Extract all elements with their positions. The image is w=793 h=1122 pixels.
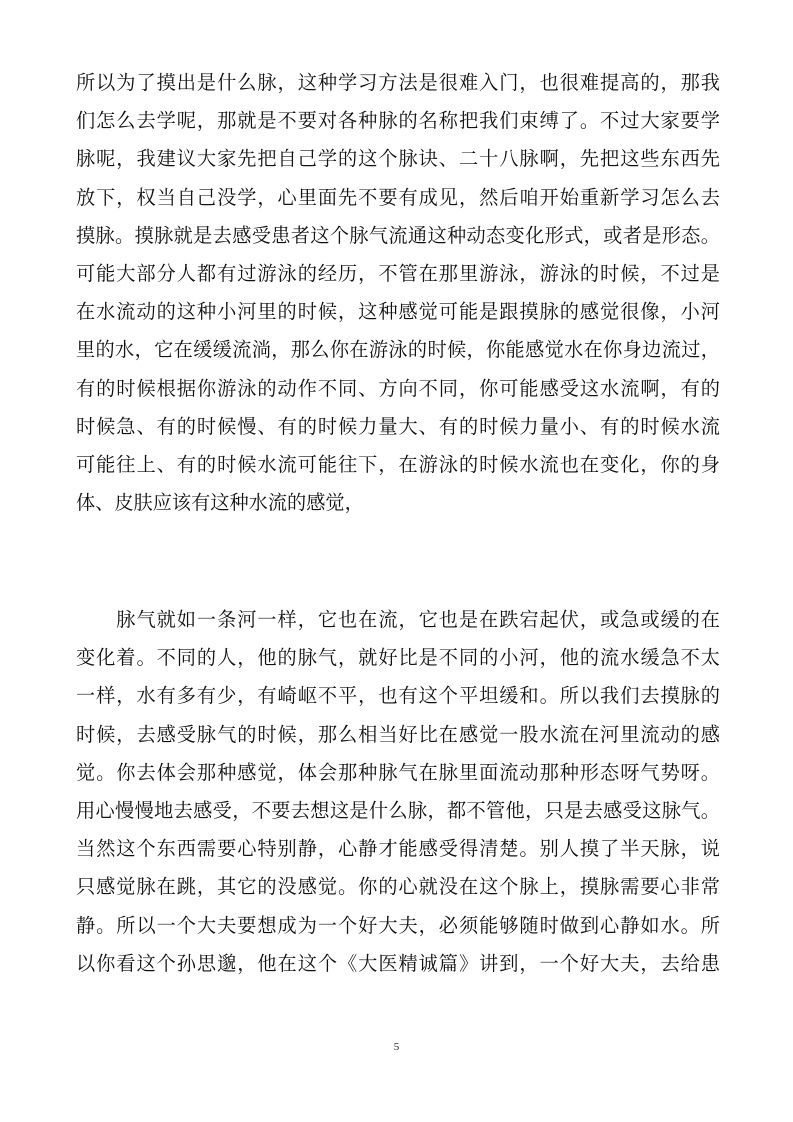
paragraph-2 (76, 601, 720, 983)
text-line: 摸脉。摸脉就是去感受患者这个脉气流通这种动态变化形式，或者是形态。 (76, 223, 720, 247)
text-line: 以你看这个孙思邈，他在这个《大医精诚篇》讲到，一个好大夫，去给患 (76, 951, 720, 975)
text-line: 里的水，它在缓缓流淌，那么你在游泳的时候，你能感觉水在你身边流过， (76, 338, 720, 362)
text-line: 脉气就如一条河一样，它也在流，它也是在跌宕起伏，或急或缓的在 (76, 608, 720, 631)
text-line: 可能大部分人都有过游泳的经历，不管在那里游泳，游泳的时候，不过是 (76, 261, 720, 285)
text-line: 时候急、有的时候慢、有的时候力量大、有的时候力量小、有的时候水流 (76, 414, 720, 438)
text-line: 在水流动的这种小河里的时候，这种感觉可能是跟摸脉的感觉很像，小河 (76, 300, 720, 324)
text-line: 只感觉脉在跳，其它的没感觉。你的心就没在这个脉上，摸脉需要心非常 (76, 875, 720, 899)
text-line: 觉。你去体会那种感觉，体会那种脉气在脉里面流动那种形态呀气势呀。 (76, 760, 720, 784)
text-line: 们怎么去学呢，那就是不要对各种脉的名称把我们束缚了。不过大家要学 (76, 109, 720, 133)
text-line: 可能往上、有的时候水流可能往下，在游泳的时候水流也在变化，你的身 (76, 452, 720, 476)
page-number: 5 (393, 1041, 400, 1053)
text-line: 变化着。不同的人，他的脉气，就好比是不同的小河，他的流水缓急不太 (76, 646, 720, 670)
text-line: 体、皮肤应该有这种水流的感觉， (76, 491, 364, 515)
text-line: 一样，水有多有少，有崎岖不平，也有这个平坦缓和。所以我们去摸脉的 (76, 684, 720, 708)
paragraph-1 (76, 64, 720, 522)
text-line: 时候，去感受脉气的时候，那么相当好比在感觉一股水流在河里流动的感 (76, 722, 720, 746)
text-line: 放下，权当自己没学，心里面先不要有成见，然后咱开始重新学习怎么去 (76, 185, 720, 209)
text-line: 脉呢，我建议大家先把自己学的这个脉诀、二十八脉啊，先把这些东西先 (76, 147, 720, 171)
text-line: 有的时候根据你游泳的动作不同、方向不同，你可能感受这水流啊，有的 (76, 376, 720, 400)
text-line: 当然这个东西需要心特别静，心静才能感受得清楚。别人摸了半天脉，说 (76, 837, 720, 861)
text-line: 静。所以一个大夫要想成为一个好大夫，必须能够随时做到心静如水。所 (76, 913, 720, 937)
text-line: 用心慢慢地去感受，不要去想这是什么脉，都不管他，只是去感受这脉气。 (76, 798, 720, 822)
text-line: 所以为了摸出是什么脉，这种学习方法是很难入门，也很难提高的，那我 (76, 71, 720, 94)
